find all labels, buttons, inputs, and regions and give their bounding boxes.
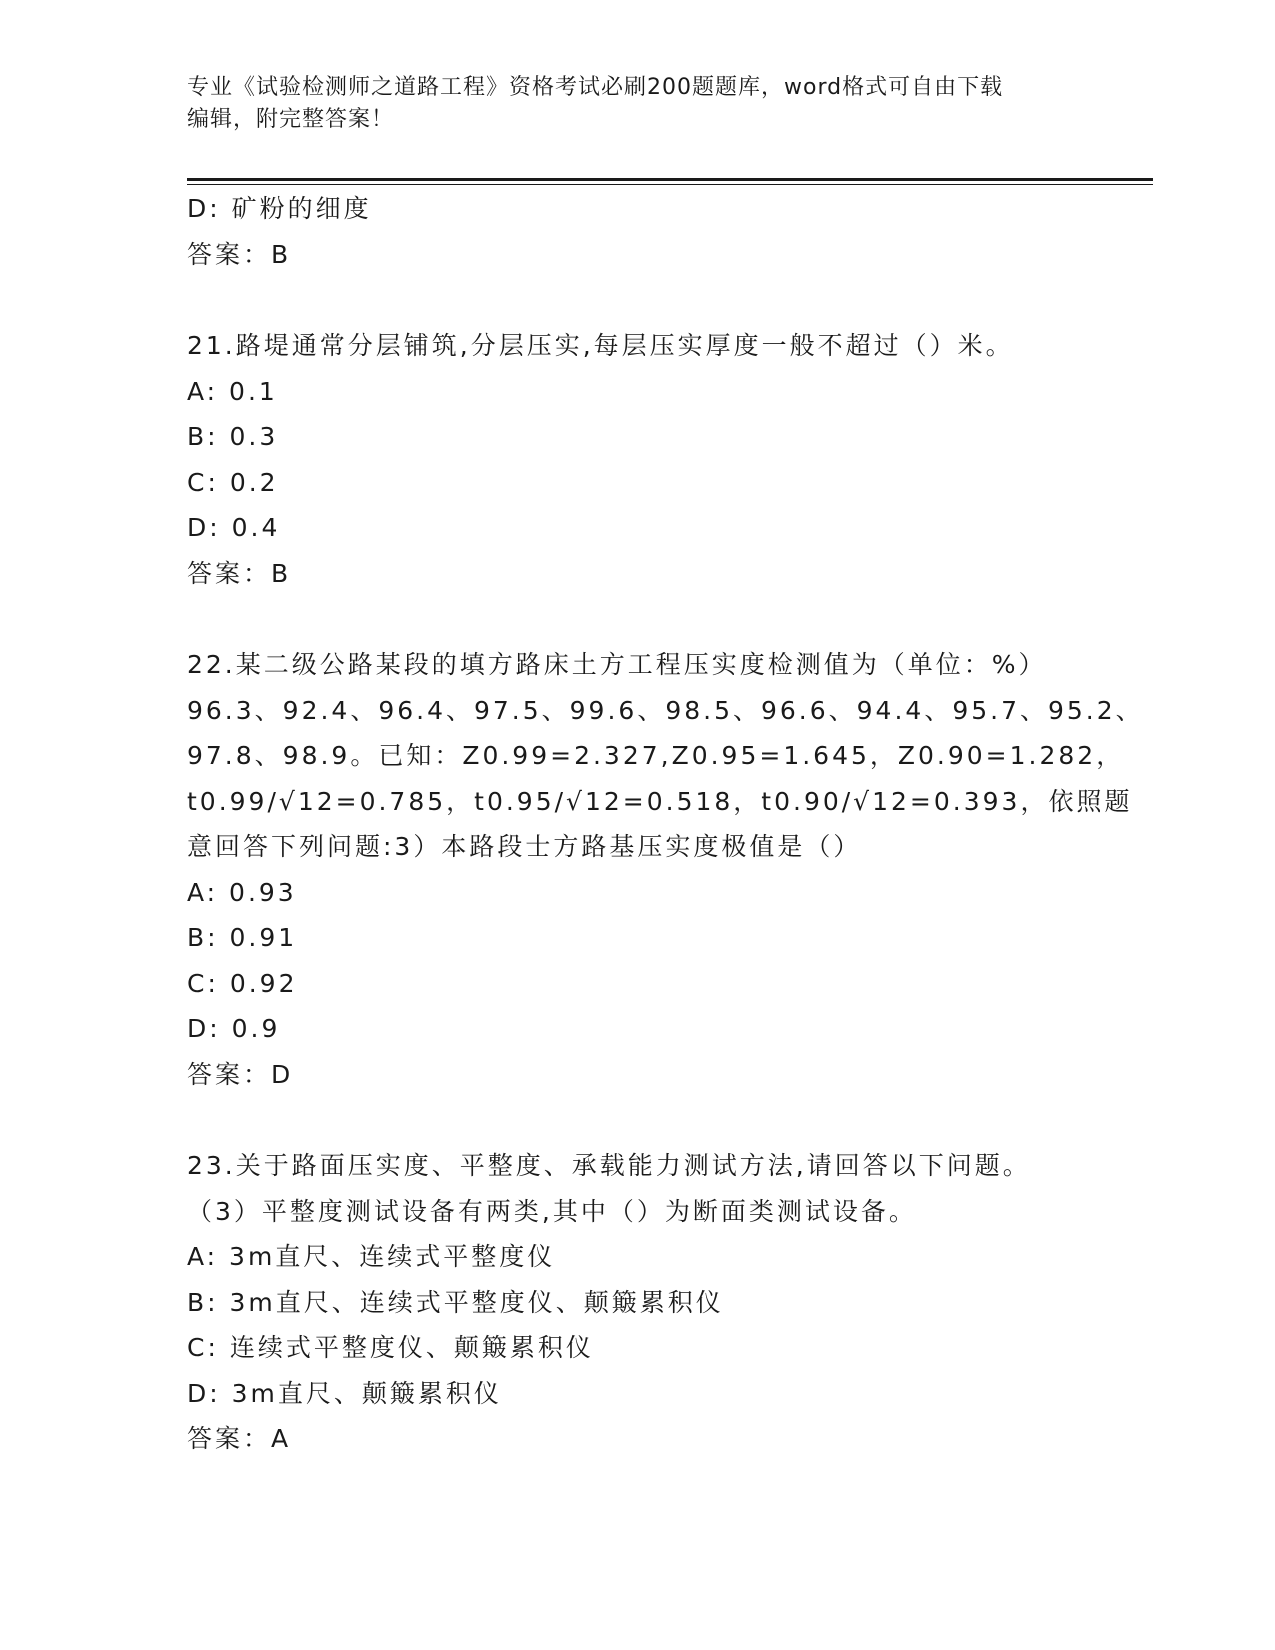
spacer xyxy=(187,596,1087,642)
prev-answer: 答案：B xyxy=(187,239,292,269)
spacer xyxy=(187,1097,1087,1143)
question-23-option-a: A: 3m直尺、连续式平整度仪 xyxy=(187,1242,556,1271)
question-23-option-c: C: 连续式平整度仪、颠簸累积仪 xyxy=(187,1333,594,1362)
question-23-option-b: B: 3m直尺、连续式平整度仪、颠簸累积仪 xyxy=(187,1287,724,1317)
question-23-stem-line-2: （3）平整度测试设备有两类,其中（）为断面类测试设备。 xyxy=(187,1196,917,1226)
prev-option-d: D: 矿粉的细度 xyxy=(187,194,372,223)
question-23-stem-line-1: 23.关于路面压实度、平整度、承载能力测试方法,请回答以下问题。 xyxy=(187,1151,1031,1180)
question-content xyxy=(187,186,1144,1462)
question-21-option-a: A: 0.1 xyxy=(187,376,278,406)
question-21 xyxy=(187,323,1087,596)
question-22-stem-line-5: 意回答下列问题:3）本路段士方路基压实度极值是（） xyxy=(187,832,862,861)
question-22-option-d: D: 0.9 xyxy=(187,1014,281,1043)
question-22-answer: 答案：D xyxy=(187,1059,294,1089)
question-22-stem-line-4: t0.99/√12=0.785，t0.95/√12=0.518，t0.90/√12=0.393，依照题 xyxy=(187,786,1133,816)
question-23-answer: 答案：A xyxy=(187,1424,292,1453)
header-line-2: 编辑，附完整答案！ xyxy=(187,107,395,132)
question-22-option-c: C: 0.92 xyxy=(187,968,298,998)
question-22-stem-line-1: 22.某二级公路某段的填方路床土方工程压实度检测值为（单位：%） xyxy=(187,650,1047,679)
question-21-option-b: B: 0.3 xyxy=(187,422,279,451)
question-23-option-d: D: 3m直尺、颠簸累积仪 xyxy=(187,1378,502,1408)
question-21-stem: 21.路堤通常分层铺筑,分层压实,每层压实厚度一般不超过（）米。 xyxy=(187,331,1014,360)
spacer xyxy=(187,277,1087,323)
question-23 xyxy=(187,1143,1087,1462)
header-divider-thin xyxy=(187,184,1153,185)
question-22-option-a: A: 0.93 xyxy=(187,877,297,907)
question-21-answer: 答案：B xyxy=(187,558,292,588)
question-22-stem-line-2: 96.3、92.4、96.4、97.5、99.6、98.5、96.6、94.4、95.7、95.2、 xyxy=(187,695,1144,725)
header-divider-thick xyxy=(187,178,1153,181)
question-21-option-c: C: 0.2 xyxy=(187,467,279,497)
question-22 xyxy=(187,642,1144,1097)
question-21-option-d: D: 0.4 xyxy=(187,513,281,542)
page-header xyxy=(187,72,1087,136)
question-22-option-b: B: 0.91 xyxy=(187,923,298,952)
header-line-1: 专业《试验检测师之道路工程》资格考试必刷200题题库，word格式可自由下载 xyxy=(187,75,1004,100)
question-22-stem-line-3: 97.8、98.9。已知：Z0.99=2.327,Z0.95=1.645，Z0.90=1.282， xyxy=(187,741,1125,770)
